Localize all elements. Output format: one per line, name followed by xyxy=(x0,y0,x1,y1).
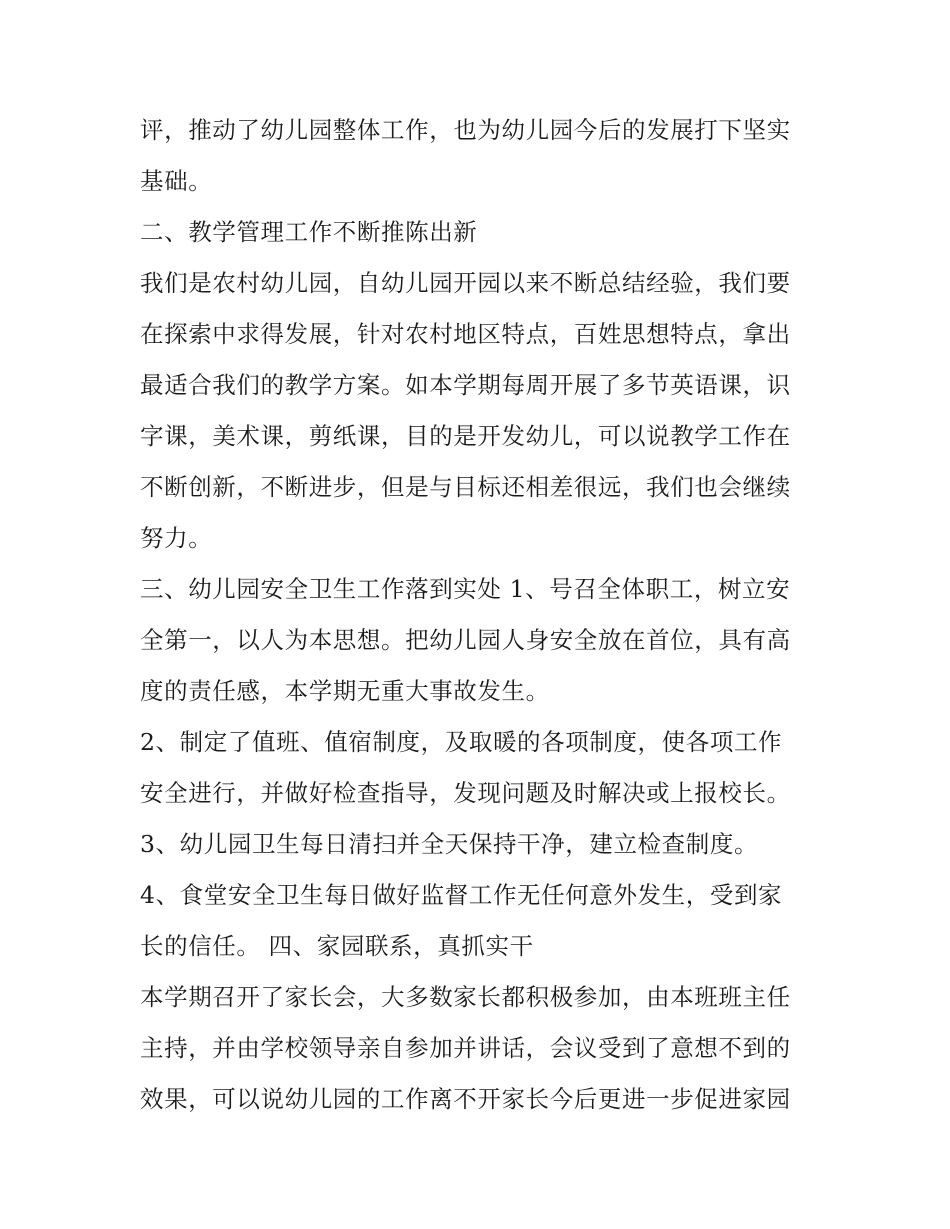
text-line: 本学期召开了家长会，大多数家长都积极参加，由本班班主任 xyxy=(140,983,791,1011)
list-item: 2、制定了值班、值宿制度，及取暖的各项制度，使各项工作 xyxy=(140,728,783,756)
text-line: 安全进行，并做好检查指导，发现问题及时解决或上报校长。 xyxy=(140,779,791,807)
section-heading: 三、幼儿园安全卫生工作落到实处 1、号召全体职工，树立安 xyxy=(140,575,791,603)
text-line: 最适合我们的教学方案。如本学期每周开展了多节英语课，识 xyxy=(140,371,791,399)
text-line: 度的责任感，本学期无重大事故发生。 xyxy=(140,677,550,705)
text-line: 努力。 xyxy=(140,524,213,552)
text-line: 效果，可以说幼儿园的工作离不开家长今后更进一步促进家园 xyxy=(140,1085,791,1113)
text-line: 我们是农村幼儿园，自幼儿园开园以来不断总结经验，我们要 xyxy=(140,269,791,297)
text-line: 全第一，以人为本思想。把幼儿园人身安全放在首位，具有高 xyxy=(140,626,791,654)
text-line: 字课，美术课，剪纸课，目的是开发幼儿，可以说教学工作在 xyxy=(140,422,791,450)
text-line: 基础。 xyxy=(140,167,213,195)
body-text xyxy=(140,105,820,1125)
text-line: 长的信任。 四、家园联系，真抓实干 xyxy=(140,932,534,960)
text-line: 主持，并由学校领导亲自参加并讲话，会议受到了意想不到的 xyxy=(140,1034,791,1062)
section-heading: 二、教学管理工作不断推陈出新 xyxy=(140,218,478,246)
text-line: 在探索中求得发展，针对农村地区特点，百姓思想特点，拿出 xyxy=(140,320,791,348)
text-line: 评，推动了幼儿园整体工作，也为幼儿园今后的发展打下坚实 xyxy=(140,116,791,144)
text-line: 不断创新，不断进步，但是与目标还相差很远，我们也会继续 xyxy=(140,473,791,501)
list-item: 4、食堂安全卫生每日做好监督工作无任何意外发生，受到家 xyxy=(140,881,783,909)
list-item: 3、幼儿园卫生每日清扫并全天保持干净，建立检查制度。 xyxy=(140,830,759,858)
